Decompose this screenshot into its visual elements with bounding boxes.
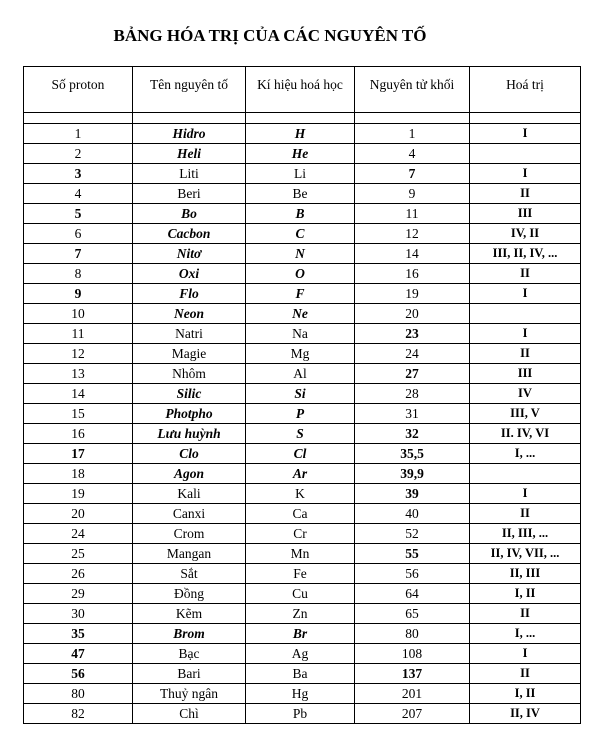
table-row [24,544,581,564]
cell-valence: II. IV, VI [470,424,581,444]
table-row [24,624,581,644]
cell-name: Flo [133,284,246,304]
cell-valence: I [470,284,581,304]
header-symbol: Kí hiệu hoá học [246,67,355,113]
cell-symbol: Ag [246,644,355,664]
cell-valence: II [470,344,581,364]
cell-name: Bạc [133,644,246,664]
cell-valence: I [470,164,581,184]
cell-valence [470,304,581,324]
table-row [24,484,581,504]
cell-name: Canxi [133,504,246,524]
table-row [24,584,581,604]
cell-valence: II [470,264,581,284]
table-row [24,444,581,464]
cell-proton: 8 [24,264,133,284]
cell-valence: IV, II [470,224,581,244]
cell-proton: 6 [24,224,133,244]
cell-valence: I, II [470,684,581,704]
cell-symbol: Ca [246,504,355,524]
cell-mass: 20 [355,304,470,324]
table-row [24,424,581,444]
cell-symbol: Cr [246,524,355,544]
cell-mass: 28 [355,384,470,404]
cell-proton: 56 [24,664,133,684]
cell-mass: 65 [355,604,470,624]
cell-name: Chì [133,704,246,724]
cell-mass: 64 [355,584,470,604]
cell-mass: 80 [355,624,470,644]
table-row [24,604,581,624]
cell-symbol: Na [246,324,355,344]
cell-proton: 15 [24,404,133,424]
cell-mass: 207 [355,704,470,724]
table-row [24,324,581,344]
cell-mass: 14 [355,244,470,264]
cell-name: Brom [133,624,246,644]
cell-mass: 11 [355,204,470,224]
cell-valence: I, ... [470,624,581,644]
cell-mass: 27 [355,364,470,384]
cell-mass: 32 [355,424,470,444]
cell-valence: IV [470,384,581,404]
cell-proton: 80 [24,684,133,704]
cell-symbol: K [246,484,355,504]
cell-name: Magie [133,344,246,364]
cell-mass: 108 [355,644,470,664]
cell-valence: I, II [470,584,581,604]
cell-symbol: Mn [246,544,355,564]
cell-valence: II [470,664,581,684]
cell-mass: 23 [355,324,470,344]
cell-name: Bari [133,664,246,684]
cell-proton: 9 [24,284,133,304]
cell-symbol: Ne [246,304,355,324]
cell-mass: 39 [355,484,470,504]
cell-symbol: Hg [246,684,355,704]
table-row [24,344,581,364]
cell-mass: 35,5 [355,444,470,464]
cell-mass: 4 [355,144,470,164]
cell-symbol: Ar [246,464,355,484]
cell-mass: 39,9 [355,464,470,484]
table-row [24,664,581,684]
cell-name: Kẽm [133,604,246,624]
cell-symbol: P [246,404,355,424]
table-row [24,384,581,404]
header-name: Tên nguyên tố [133,67,246,113]
cell-symbol: Be [246,184,355,204]
cell-name: Oxi [133,264,246,284]
cell-proton: 7 [24,244,133,264]
cell-symbol: He [246,144,355,164]
cell-name: Mangan [133,544,246,564]
cell-valence: II, IV [470,704,581,724]
cell-proton: 30 [24,604,133,624]
table-row [24,524,581,544]
header-proton: Số proton [24,67,133,113]
cell-proton: 2 [24,144,133,164]
cell-mass: 56 [355,564,470,584]
cell-mass: 7 [355,164,470,184]
page-title: BẢNG HÓA TRỊ CỦA CÁC NGUYÊN TỐ [113,26,427,45]
cell-proton: 25 [24,544,133,564]
cell-proton: 4 [24,184,133,204]
cell-valence: II [470,184,581,204]
cell-name: Sắt [133,564,246,584]
cell-proton: 3 [24,164,133,184]
cell-valence [470,464,581,484]
cell-symbol: Al [246,364,355,384]
table-row [24,564,581,584]
valence-table [23,66,581,724]
table-row [24,264,581,284]
cell-symbol: C [246,224,355,244]
cell-mass: 31 [355,404,470,424]
cell-mass: 16 [355,264,470,284]
cell-proton: 29 [24,584,133,604]
cell-mass: 24 [355,344,470,364]
table-row [24,224,581,244]
cell-name: Lưu huỳnh [133,424,246,444]
cell-proton: 11 [24,324,133,344]
cell-name: Natri [133,324,246,344]
cell-symbol: Zn [246,604,355,624]
cell-mass: 55 [355,544,470,564]
cell-valence [470,144,581,164]
table-row [24,204,581,224]
cell-valence: I [470,484,581,504]
cell-valence: III [470,364,581,384]
cell-proton: 5 [24,204,133,224]
cell-valence: I, ... [470,444,581,464]
cell-proton: 20 [24,504,133,524]
cell-symbol: F [246,284,355,304]
cell-name: Clo [133,444,246,464]
cell-valence: III, II, IV, ... [470,244,581,264]
cell-mass: 9 [355,184,470,204]
cell-valence: I [470,324,581,344]
cell-valence: II [470,604,581,624]
table-row [24,504,581,524]
cell-name: Agon [133,464,246,484]
cell-name: Kali [133,484,246,504]
cell-name: Photpho [133,404,246,424]
header-mass: Nguyên tử khối [355,67,470,113]
cell-proton: 18 [24,464,133,484]
cell-proton: 19 [24,484,133,504]
table-row [24,464,581,484]
cell-valence: II, IV, VII, ... [470,544,581,564]
cell-proton: 1 [24,124,133,144]
table-row [24,644,581,664]
cell-name: Heli [133,144,246,164]
table-row [24,704,581,724]
cell-name: Beri [133,184,246,204]
cell-name: Bo [133,204,246,224]
cell-valence: II, III [470,564,581,584]
cell-proton: 16 [24,424,133,444]
cell-mass: 19 [355,284,470,304]
cell-name: Hidro [133,124,246,144]
header-valence: Hoá trị [470,67,581,113]
cell-proton: 14 [24,384,133,404]
cell-symbol: Cl [246,444,355,464]
cell-name: Thuỷ ngân [133,684,246,704]
cell-valence: III [470,204,581,224]
spacer-row [24,113,581,124]
cell-symbol: Fe [246,564,355,584]
cell-symbol: Cu [246,584,355,604]
table-row [24,364,581,384]
table-row [24,124,581,144]
table-row [24,164,581,184]
table-row [24,684,581,704]
cell-symbol: B [246,204,355,224]
cell-symbol: Si [246,384,355,404]
cell-valence: II [470,504,581,524]
cell-symbol: O [246,264,355,284]
cell-proton: 17 [24,444,133,464]
cell-mass: 137 [355,664,470,684]
cell-symbol: S [246,424,355,444]
cell-name: Silic [133,384,246,404]
cell-proton: 10 [24,304,133,324]
cell-mass: 40 [355,504,470,524]
cell-mass: 52 [355,524,470,544]
cell-name: Đồng [133,584,246,604]
cell-proton: 24 [24,524,133,544]
table-row [24,184,581,204]
cell-name: Crom [133,524,246,544]
table-row [24,404,581,424]
cell-proton: 13 [24,364,133,384]
cell-proton: 26 [24,564,133,584]
cell-valence: III, V [470,404,581,424]
cell-symbol: Pb [246,704,355,724]
header-row [24,67,581,113]
cell-valence: II, III, ... [470,524,581,544]
cell-symbol: H [246,124,355,144]
cell-name: Cacbon [133,224,246,244]
cell-name: Neon [133,304,246,324]
cell-proton: 82 [24,704,133,724]
cell-symbol: N [246,244,355,264]
cell-name: Nitơ [133,244,246,264]
table-row [24,304,581,324]
cell-mass: 12 [355,224,470,244]
cell-symbol: Li [246,164,355,184]
cell-proton: 35 [24,624,133,644]
cell-name: Nhôm [133,364,246,384]
cell-name: Liti [133,164,246,184]
table-row [24,284,581,304]
cell-symbol: Ba [246,664,355,684]
cell-mass: 1 [355,124,470,144]
cell-symbol: Mg [246,344,355,364]
cell-valence: I [470,644,581,664]
cell-symbol: Br [246,624,355,644]
cell-mass: 201 [355,684,470,704]
table-row [24,144,581,164]
table-row [24,244,581,264]
cell-proton: 12 [24,344,133,364]
cell-valence: I [470,124,581,144]
cell-proton: 47 [24,644,133,664]
